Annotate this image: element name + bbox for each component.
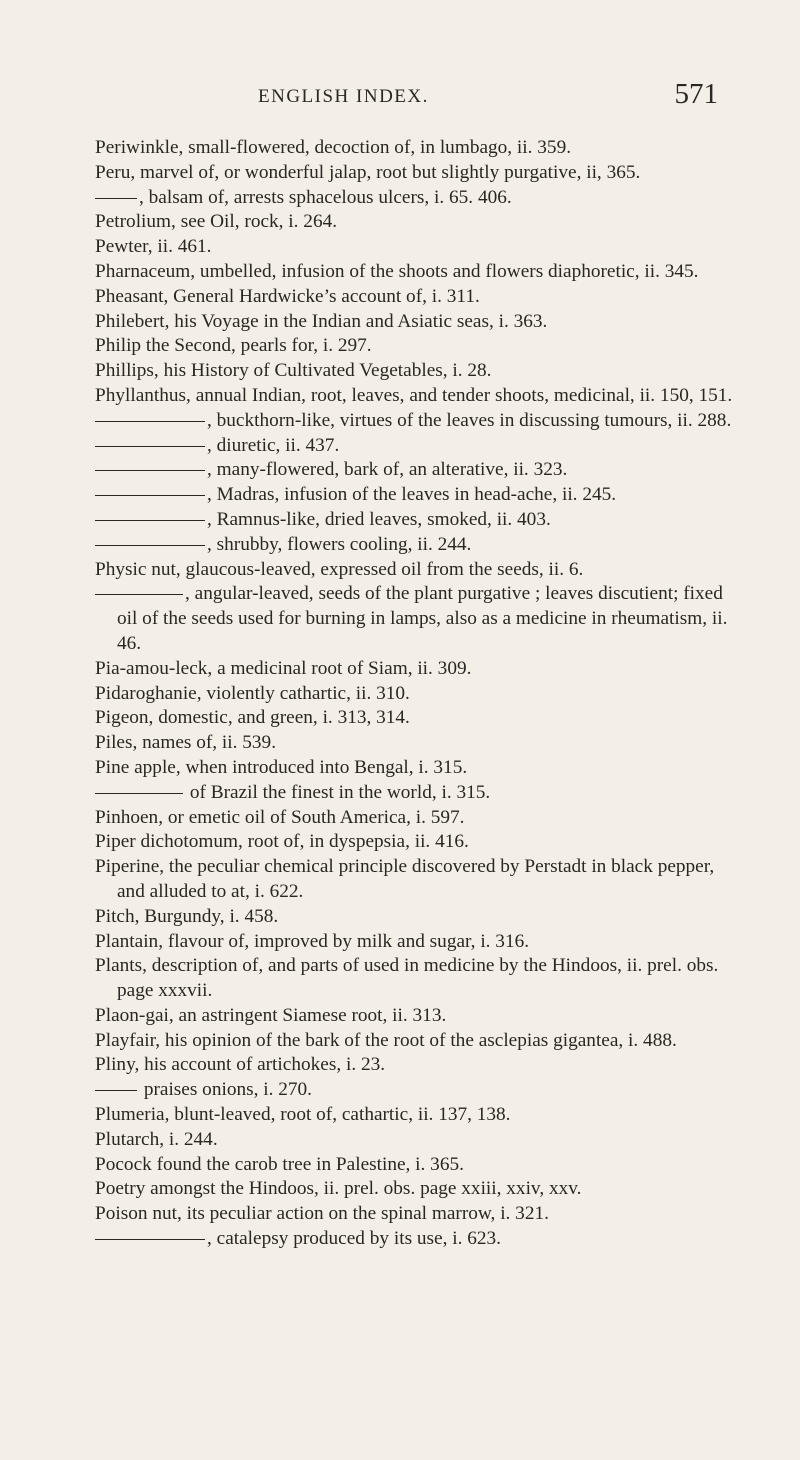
- index-entry: [95, 1202, 735, 1227]
- index-entry-text: Piperine, the peculiar chemical principle discovered by Perstadt in black pepper, and alluded to at, i. 622.: [95, 856, 715, 902]
- index-entries: [95, 136, 735, 1252]
- index-entry-text: Piles, names of, ii. 539.: [95, 732, 277, 754]
- index-entry-text: Pidaroghanie, violently cathartic, ii. 310.: [95, 682, 410, 704]
- index-entry: [95, 682, 735, 707]
- index-entry-text: Plantain, flavour of, improved by milk and sugar, i. 316.: [95, 930, 530, 952]
- index-entry: [95, 458, 735, 483]
- index-entry-text: , shrubby, flowers cooling, ii. 244.: [207, 533, 472, 555]
- ditto-dash: [95, 421, 205, 422]
- index-entry: [95, 1128, 735, 1153]
- index-entry-text: Philebert, his Voyage in the Indian and Asiatic seas, i. 363.: [95, 310, 548, 332]
- ditto-dash: [95, 495, 205, 496]
- page-number: 571: [674, 78, 718, 110]
- index-entry-text: Poetry amongst the Hindoos, ii. prel. obs. page xxiii, xxiv, xxv.: [95, 1178, 582, 1200]
- index-entry: [95, 285, 735, 310]
- index-entry-text: Pinhoen, or emetic oil of South America, i. 597.: [95, 806, 465, 828]
- index-entry: [95, 409, 735, 434]
- running-title: ENGLISH INDEX.: [258, 86, 429, 107]
- index-entry-text: Poison nut, its peculiar action on the spinal marrow, i. 321.: [95, 1203, 549, 1225]
- index-entry-text: Pine apple, when introduced into Bengal, i. 315.: [95, 756, 468, 778]
- index-entry-text: Physic nut, glaucous-leaved, expressed oil from the seeds, ii. 6.: [95, 558, 584, 580]
- index-entry: [95, 806, 735, 831]
- index-entry: [95, 1227, 735, 1252]
- index-entry-text: Pigeon, domestic, and green, i. 313, 314.: [95, 707, 410, 729]
- index-entry-text: Peru, marvel of, or wonderful jalap, root but slightly purgative, ii, 365.: [95, 161, 641, 183]
- ditto-dash: [95, 1239, 205, 1240]
- index-entry: [95, 1053, 735, 1078]
- index-entry: [95, 260, 735, 285]
- index-entry-text: Pharnaceum, umbelled, infusion of the shoots and flowers diaphoretic, ii. 345.: [95, 260, 699, 282]
- index-entry: [95, 756, 735, 781]
- index-entry-text: , buckthorn-like, virtues of the leaves in discussing tumours, ii. 288.: [207, 409, 732, 431]
- index-entry-text: , diuretic, ii. 437.: [207, 434, 340, 456]
- index-entry: [95, 657, 735, 682]
- page-header: [258, 78, 718, 118]
- ditto-dash: [95, 1090, 137, 1091]
- index-entry-text: praises onions, i. 270.: [139, 1079, 312, 1101]
- index-entry-text: Plants, description of, and parts of used in medicine by the Hindoos, ii. prel. obs. page xxxvii.: [95, 955, 719, 1002]
- index-entry: [95, 731, 735, 756]
- index-entry-text: of Brazil the finest in the world, i. 315.: [185, 781, 491, 803]
- index-entry: [95, 359, 735, 384]
- index-entry-text: , Madras, infusion of the leaves in head-ache, ii. 245.: [207, 484, 617, 506]
- ditto-dash: [95, 446, 205, 447]
- index-entry: [95, 582, 735, 656]
- index-entry: [95, 558, 735, 583]
- ditto-dash: [95, 793, 183, 794]
- index-entry: [95, 706, 735, 731]
- ditto-dash: [95, 545, 205, 546]
- index-entry: [95, 235, 735, 260]
- ditto-dash: [95, 594, 183, 595]
- index-entry-text: Piper dichotomum, root of, in dyspepsia, ii. 416.: [95, 831, 469, 853]
- index-entry-text: Periwinkle, small-flowered, decoction of, in lumbago, ii. 359.: [95, 137, 572, 158]
- index-entry-text: Pitch, Burgundy, i. 458.: [95, 905, 279, 927]
- index-entry: [95, 136, 735, 161]
- index-entry-text: Pocock found the carob tree in Palestine, i. 365.: [95, 1153, 464, 1175]
- index-entry: [95, 1078, 735, 1103]
- index-entry-text: , many-flowered, bark of, an alterative, ii. 323.: [207, 459, 568, 481]
- index-entry: [95, 1103, 735, 1128]
- index-entry: [95, 954, 735, 1004]
- index-entry: [95, 434, 735, 459]
- ditto-dash: [95, 198, 137, 199]
- index-entry: [95, 1004, 735, 1029]
- index-entry: [95, 483, 735, 508]
- ditto-dash: [95, 520, 205, 521]
- index-entry-text: Philip the Second, pearls for, i. 297.: [95, 335, 372, 357]
- index-entry: [95, 334, 735, 359]
- index-entry: [95, 905, 735, 930]
- index-entry-text: Petrolium, see Oil, rock, i. 264.: [95, 211, 338, 233]
- index-entry-text: Plumeria, blunt-leaved, root of, cathartic, ii. 137, 138.: [95, 1104, 511, 1126]
- index-entry: [95, 310, 735, 335]
- index-entry-text: , Ramnus-like, dried leaves, smoked, ii. 403.: [207, 508, 551, 530]
- index-entry-text: Pewter, ii. 461.: [95, 236, 212, 258]
- index-entry: [95, 1177, 735, 1202]
- index-entry-text: , angular-leaved, seeds of the plant purgative ; leaves discutient; fixed oil of the seeds used for burning in lamps, also as a medicine in rheumatism, ii. 46.: [117, 583, 728, 654]
- index-entry: [95, 1153, 735, 1178]
- index-entry: [95, 930, 735, 955]
- index-entry: [95, 161, 735, 186]
- index-entry-text: Plaon-gai, an astringent Siamese root, ii. 313.: [95, 1004, 447, 1026]
- index-entry-text: , catalepsy produced by its use, i. 623.: [207, 1228, 501, 1250]
- index-entry-text: Phillips, his History of Cultivated Vegetables, i. 28.: [95, 360, 492, 382]
- index-entry: [95, 210, 735, 235]
- index-entry: [95, 830, 735, 855]
- index-entry-text: Plutarch, i. 244.: [95, 1128, 218, 1150]
- index-entry: [95, 781, 735, 806]
- index-entry: [95, 855, 735, 905]
- index-entry: [95, 186, 735, 211]
- index-entry: [95, 508, 735, 533]
- index-entry-text: , balsam of, arrests sphacelous ulcers, i. 65. 406.: [139, 186, 512, 208]
- index-entry: [95, 533, 735, 558]
- index-entry-text: Pliny, his account of artichokes, i. 23.: [95, 1054, 386, 1076]
- index-entry: [95, 384, 735, 409]
- index-entry-text: Playfair, his opinion of the bark of the root of the asclepias gigantea, i. 488.: [95, 1029, 677, 1051]
- index-entry-text: Pia-amou-leck, a medicinal root of Siam, ii. 309.: [95, 657, 472, 679]
- index-entry-text: Phyllanthus, annual Indian, root, leaves, and tender shoots, medicinal, ii. 150, 151.: [95, 384, 733, 406]
- ditto-dash: [95, 470, 205, 471]
- index-entry-text: Pheasant, General Hardwicke’s account of, i. 311.: [95, 285, 480, 307]
- index-entry: [95, 1029, 735, 1054]
